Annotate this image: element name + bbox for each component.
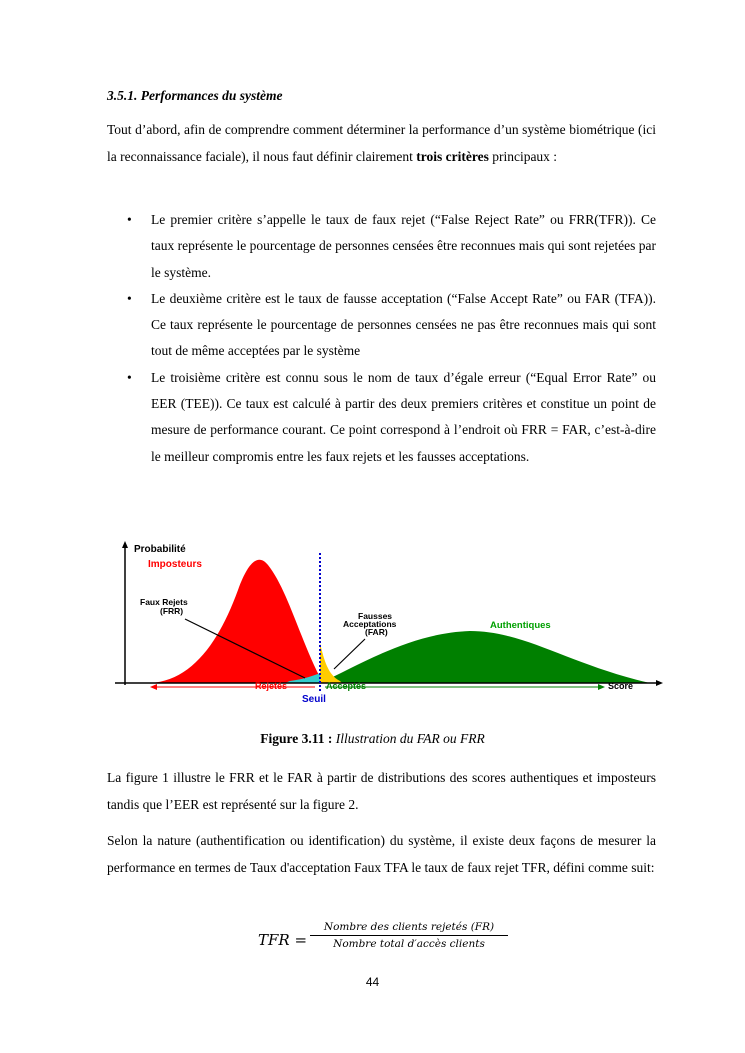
x-axis-arrow	[656, 680, 663, 686]
intro-paragraph	[107, 117, 656, 170]
rejected-arrowhead	[150, 684, 157, 690]
bullet-marker: •	[127, 290, 132, 306]
formula-denominator: Nombre total d′accès clients	[333, 938, 485, 950]
rejected-label: Rejetés	[255, 681, 288, 691]
formula-fraction	[310, 921, 508, 950]
impostor-distribution	[150, 560, 322, 683]
y-axis-arrow	[122, 541, 128, 548]
list-item	[127, 207, 656, 286]
formula-lhs: TFR =	[258, 931, 308, 949]
list-item	[127, 286, 656, 365]
far-label-line3: (FAR)	[365, 627, 388, 637]
bullet-marker: •	[127, 369, 132, 385]
impostors-label: Imposteurs	[148, 559, 202, 570]
intro-text: Tout d’abord, afin de comprendre comment déterminer la performance d’un système biométrique (ici la reconnaissance faciale), il nous faut définir clairement	[107, 122, 656, 164]
accepted-label: Acceptés	[326, 681, 367, 691]
page-number: 44	[365, 975, 380, 989]
genuine-label: Authentiques	[490, 620, 551, 631]
intro-bold-text: trois critères	[416, 148, 489, 164]
figure-explanation-paragraph: La figure 1 illustre le FRR et le FAR à partir de distributions des scores authentiques et imposteurs tandis que l’EER est représenté sur la figure 2.	[107, 770, 656, 812]
list-item-text: Le premier critère s’appelle le taux de faux rejet (“False Reject Rate” ou FRR(TFR)). Ce taux représente le pourcentage de personnes censées être reconnues mais qui sont rejetées par le système.	[151, 212, 656, 280]
measure-paragraph: Selon la nature (authentification ou identification) du système, il existe deux façons de mesurer la performance en termes de Taux d'acceptation Faux TFA le taux de faux rejet TFR, défini comme suit:	[107, 833, 656, 875]
genuine-distribution	[320, 631, 650, 683]
accepted-arrowhead	[598, 684, 605, 690]
criteria-list	[127, 207, 656, 470]
bullet-marker: •	[127, 212, 132, 227]
figure-caption-label: Figure 3.11 :	[260, 731, 333, 746]
list-item-text: Le troisième critère est connu sous le nom de taux d’égale erreur (“Equal Error Rate” ou EER (TEE)). Ce taux est calculé à partir des deux premiers critères et constitue un point de mesure de performance courant. Ce point correspond à l’endroit où FRR = FAR, c’est-à-dire le meilleur compromis entre les faux rejets et les fausses acceptations.	[151, 369, 656, 464]
far-frr-figure	[110, 535, 670, 710]
far-label-line1: Fausses	[358, 611, 393, 621]
threshold-label: Seuil	[302, 694, 326, 705]
list-item-text: Le deuxième critère est le taux de fausse acceptation (“False Accept Rate” ou FAR (TFA)). Ce taux représente le pourcentage de personnes censées ne pas être reconnues mais qui sont tout de même acceptées par le système	[151, 290, 656, 359]
formula-numerator: Nombre des clients rejetés (FR)	[310, 921, 508, 936]
far-label-line2: Acceptations	[343, 619, 397, 629]
score-label: Score	[608, 681, 634, 691]
list-item	[127, 365, 656, 470]
frr-label-line2: (FRR)	[160, 606, 184, 616]
figure-caption	[0, 731, 745, 747]
intro-text-end: principaux :	[488, 148, 558, 164]
figure-caption-text: Illustration du FAR ou FRR	[332, 731, 485, 746]
section-heading: 3.5.1. Performances du système	[107, 88, 283, 103]
frr-label-line1: Faux Rejets	[140, 597, 188, 607]
y-axis-label: Probabilité	[134, 544, 186, 555]
